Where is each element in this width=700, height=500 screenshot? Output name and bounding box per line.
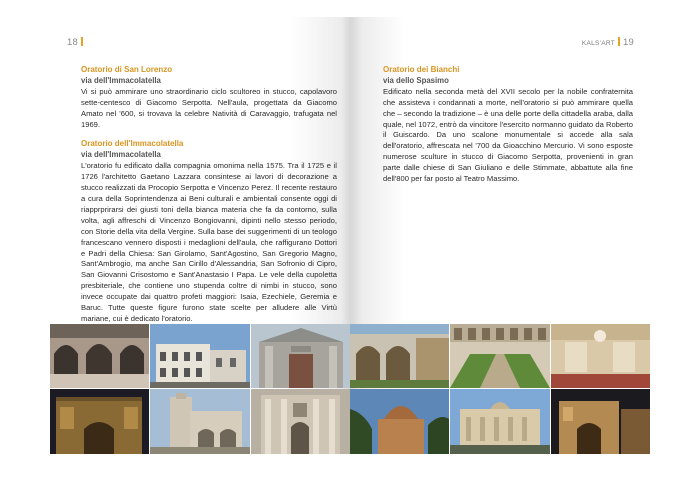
photo-dome-trees [350, 389, 449, 454]
photo-cloister-garden [450, 324, 550, 388]
right-page-number: KALS'ART 19 [581, 37, 634, 48]
photo-night-gate [50, 389, 149, 454]
right-text-column [383, 65, 633, 185]
section-subtitle: via dello Spasimo [383, 75, 449, 85]
photo-baroque-facade [251, 389, 350, 454]
left-page [50, 17, 350, 454]
right-page [350, 17, 650, 454]
photo-stucco-interior [551, 324, 650, 388]
brand-label: KALS'ART [581, 40, 616, 47]
right-photo-strip [350, 324, 650, 454]
photo-cloister-arches [50, 324, 149, 388]
left-photo-strip [50, 324, 350, 454]
section-body: Edificato nella seconda metà del XVII secolo per la nobile confraternita che assisteva i condannati a morte, nell'oratorio si può ammirare quella che – secondo la tradizione – è una delle porte della cittadella araba, dalla quale, nel 1072, entrò da vincitore l'esercito normanno guidato da Roberto il Guiscardo. Da uno scalone monumentale si accede alla sala dell'oratorio, affrescata nel '700 da Gioacchino Mercurio. Vi sono esposte numerose sculture in stucco di Giacomo Serpotta, provenienti in gran parte dalle chiese di San Giuliano e delle Stimmate, abbattute alla fine dell'800 per far posto al Teatro Massimo. [383, 86, 633, 184]
photo-oratory-facade [251, 324, 350, 388]
section-body: L'oratorio fu edificato dalla compagnia omonima nella 1575. Tra il 1725 e il 1726 l'architetto Gaetano Lazzara consintese ai lavori di decorazione a stucco realizzati da Procopio Serpotta e Vincenzo Perez. Il recente restauro a cura della Soprintendenza ai Beni culturali e ambientali consente oggi di riapprprirarsi dei giusti toni della bianca materia che fa da contorno, sulla volta, agli affreschi di Vincenzo Bongiovanni, dipinti nello stesso periodo, con Storie della vita della Vergine. Sulla base dei suggerimenti di un teologo francescano vennero disposti i medaglioni dell'aula, che raffigurano Dottori e Padri della Chiesa: San Girolamo, Sant'Agostino, San Gregorio Magno, Sant'Ambrogio, ma anche San Cirillo d'Alessandria, San Sofronio di Cipro, San Giovanni Crisostomo e Sant'Anastasio I Papa. Le vele della cupoletta presbiteriale, che contiene uno stupenda coltre di nimbi in stucco, sono invece occupate dai quattro profeti maggiori: Isaia, Ezechiele, Geremia e Baruc. Tutte queste figure furono state scelte per alludere alle Virtù mariane, cui è dedicato l'oratorio. [81, 161, 337, 323]
left-page-number: 18 [67, 37, 86, 48]
section-title: Oratorio dell'Immacolatella [81, 139, 184, 149]
photo-palazzo [150, 324, 250, 388]
section-title: Oratorio di San Lorenzo [81, 65, 173, 74]
photo-night-church [551, 389, 650, 454]
photo-church-square [150, 389, 250, 454]
photo-courtyard-arcade [350, 324, 449, 388]
section-body: Vi si può ammirare uno straordinario ciclo scultoreo in stucco, capolavoro sette-centesco di Giacomo Serpotta. Nell'aula, progettata da Giacomo Amato nel '600, si trovava la celebre Natività di Caravaggio, trafugata nel 1969. [81, 86, 337, 129]
left-text-column [81, 65, 337, 325]
photo-neoclassical-building [450, 389, 550, 454]
section-subtitle: via dell'Immacolatella [81, 150, 161, 160]
section-subtitle: via dell'Immacolatella [81, 75, 161, 85]
section-title: Oratorio dei Bianchi [383, 65, 460, 74]
